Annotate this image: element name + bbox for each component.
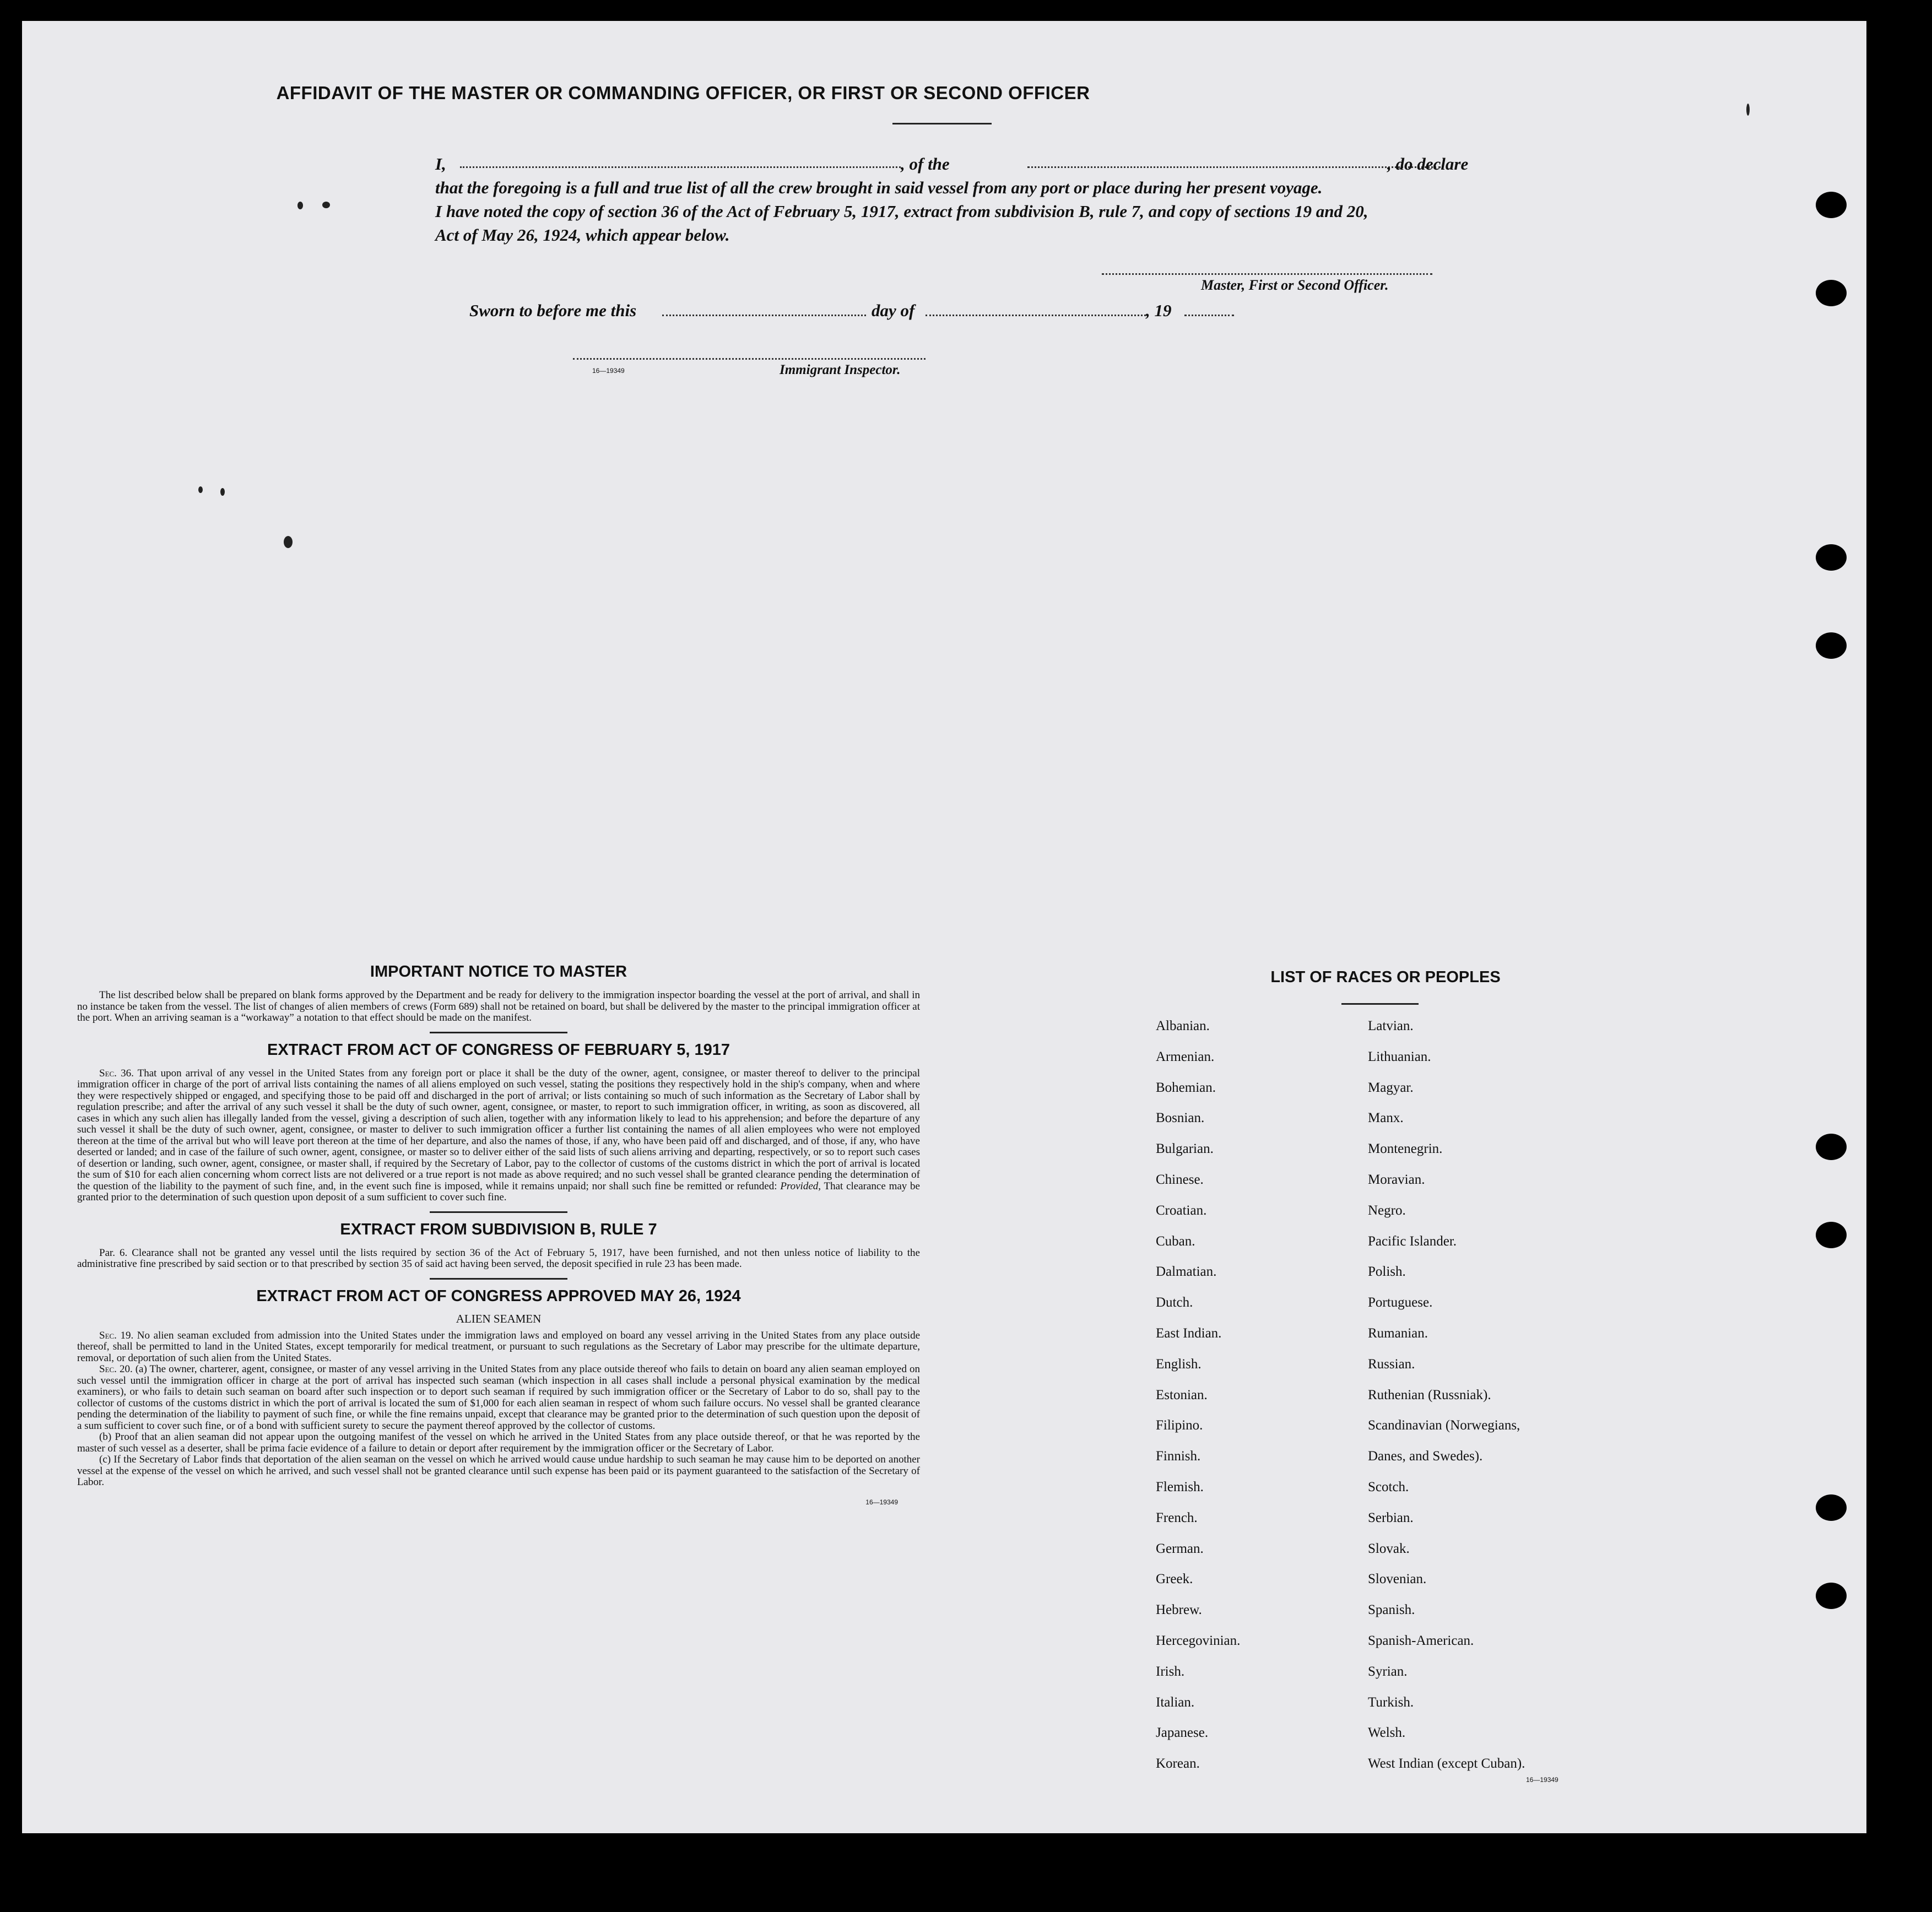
race-item: Irish. xyxy=(1156,1664,1185,1679)
race-item: Estonian. xyxy=(1156,1387,1208,1402)
race-item: Welsh. xyxy=(1368,1725,1406,1741)
declare-i: I, xyxy=(435,154,446,174)
legal-notices xyxy=(77,963,920,1506)
race-item: Moravian. xyxy=(1368,1172,1425,1187)
notice-title: IMPORTANT NOTICE TO MASTER xyxy=(370,963,627,981)
race-item: Armenian. xyxy=(1156,1049,1215,1064)
affidavit-line-4: Act of May 26, 1924, which appear below. xyxy=(435,225,730,245)
extract-rule7-text: Par. 6. Clearance shall not be granted any vessel until the lists required by section 36 of the Act of February 5, 1917, have been furnished, and not then unless notice of liability to the administrative fine prescribed by said section or to that prescribed by section 35 of said act having been served, the deposit specified in rule 23 has been made. xyxy=(77,1247,920,1270)
race-item: English. xyxy=(1156,1356,1202,1372)
speck xyxy=(1746,104,1750,116)
race-item: Rumanian. xyxy=(1368,1325,1428,1341)
divider xyxy=(430,1278,567,1280)
race-item: Chinese. xyxy=(1156,1172,1204,1187)
race-item: Albanian. xyxy=(1156,1019,1210,1033)
race-item: Hebrew. xyxy=(1156,1602,1202,1618)
extract-1924-title: EXTRACT FROM ACT OF CONGRESS APPROVED MAY 26, 1924 xyxy=(256,1287,741,1305)
affidavit-title: AFFIDAVIT OF THE MASTER OR COMMANDING OFFICER, OR FIRST OR SECOND OFFICER xyxy=(276,83,1090,103)
punch-hole xyxy=(1816,1222,1847,1248)
race-item: Korean. xyxy=(1156,1756,1200,1772)
race-item: Russian. xyxy=(1368,1356,1415,1372)
extract-1917-title: EXTRACT FROM ACT OF CONGRESS OF FEBRUARY 5, 1917 xyxy=(267,1041,730,1059)
speck xyxy=(297,202,303,209)
race-item: Manx. xyxy=(1368,1111,1404,1126)
title-underline xyxy=(892,123,992,124)
race-item: Croatian. xyxy=(1156,1203,1207,1218)
divider xyxy=(430,1211,567,1213)
affidavit-line-2: that the foregoing is a full and true list of all the crew brought in said vessel from any port or place during her present voyage. xyxy=(435,178,1323,197)
inspector-signature-field[interactable] xyxy=(573,358,926,360)
race-item: Greek. xyxy=(1156,1572,1193,1587)
sworn-day-field[interactable] xyxy=(662,315,866,316)
inspector-label: Immigrant Inspector. xyxy=(780,362,901,377)
race-item: West Indian (except Cuban). xyxy=(1368,1756,1525,1772)
races-title-underline xyxy=(1341,1003,1419,1005)
document-page xyxy=(22,21,1866,1833)
sworn-prefix: Sworn to before me this xyxy=(469,301,637,320)
race-item: Dutch. xyxy=(1156,1295,1193,1310)
race-item: Negro. xyxy=(1368,1203,1406,1218)
race-item: Ruthenian (Russniak). xyxy=(1368,1387,1491,1402)
race-item: Italian. xyxy=(1156,1694,1195,1710)
affidavit-line-3: I have noted the copy of section 36 of the Act of February 5, 1917, extract from subdivision B, rule 7, and copy of sections 19 and 20, xyxy=(435,202,1368,221)
extract-1924-text: Sec. 19. No alien seaman excluded from admission into the United States under the immigration laws and employed on board any vessel arriving in the United States from any place outside thereof, shall be permitted to land in the United States, except temporarily for medical treatment, or pursuant to such regulations as the Secretary of Labor may prescribe for the ultimate departure, removal, or deportation of such alien from the United States. Sec. 20. (a) The owner, charterer, agent, consignee, or master of any vessel arriving in the United States from any place outside thereof who fails to detain on board any alien seaman employed on such vessel until the immigration officer in charge at the port of arrival has inspected such seaman (which inspection in all cases shall include a personal physical examination by the medical examiners), or who fails to detain such seaman on board after such inspection or to deport such seaman if required by such immigration officer or the Secretary of Labor to do so, shall pay to the collector of customs of the customs district in which the port of arrival is located the sum of $1,000 for each alien seaman in respect of whom such failure occurs. No vessel shall be granted clearance pending the determination of the liability to payment of such fine, or while the fine remains unpaid, except that clearance may be granted prior to the determination of such question upon the deposit of a sum sufficient to cover such fine, or of a bond with sufficient surety to secure the payment thereof approved by the collector of customs. (b) Proof that an alien seaman did not appear upon the outgoing manifest of the vessel on which he arrived in the United States from any place outside thereof, or that he was reported by the master of such vessel as a deserter, shall be prima facie evidence of a failure to detain or deport after requirement by the immigration officer or the Secretary of Labor. (c) If the Secretary of Labor finds that deportation of the alien seaman on the vessel on which he arrived would cause undue hardship to such seaman he may cause him to be deported on another vessel at the expense of the vessel on which he arrived, and such vessel shall not be granted clearance until such expense has been paid or its payment guaranteed to the satisfaction of the Secretary of Labor. xyxy=(77,1329,920,1488)
punch-hole xyxy=(1816,280,1847,306)
extract-1917-text: Sec. 36. That upon arrival of any vessel in the United States from any foreign port or place it shall be the duty of the owner, agent, consignee, or master thereof to deliver to the principal immigration officer in charge of the port of arrival lists containing the names of all aliens employed on such vessel, stating the positions they respectively hold in the ship's company, when and where they were respectively shipped or engaged, and specifying those to be paid off and discharged in the port of arrival; or lists containing so much of such information as the Secretary of Labor shall by regulation prescribe; and after the arrival of any such vessel it shall be the duty of such owner, agent, consignee, or master, to report to such immigration officer, in writing, as soon as discovered, all cases in which any such alien has illegally landed from the vessel, giving a description of such alien, together with any information likely to lead to his apprehension; and before the departure of any such vessel it shall be the duty of such owner, agent, consignee, or master to deliver to such immigration officer a further list containing the names of all alien employees who were not employed thereon at the time of the arrival but who will leave port thereon at the time of her departure, and also the names of those, if any, who have been paid off and discharged, and of those, if any, who have deserted or landed; and in case of the failure of such owner, agent, consignee, or master so to deliver either of the said lists of such aliens arriving and departing, respectively, or so to report such cases of desertion or landing, such owner, agent, consignee, or master shall, if required by the Secretary of Labor, pay to the collector of customs of the customs district in which the port of arrival is located the sum of $10 for each alien concerning whom correct lists are not delivered or a true report is not made as above required; and no such vessel shall be granted clearance pending the determination of the question of the liability to the payment of such fine, and, in the event such fine is imposed, while it remains unpaid; nor shall such fine be remitted or refunded: Provided, That clearance may be granted prior to the determination of such question upon deposit of a sum sufficient to cover such fine. xyxy=(77,1067,920,1203)
race-item: Scandinavian (Norwegians, xyxy=(1368,1418,1520,1433)
affidavit-body xyxy=(435,152,1509,247)
sworn-month-field[interactable] xyxy=(926,315,1146,316)
divider xyxy=(430,1032,567,1033)
race-item: Pacific Islander. xyxy=(1368,1233,1457,1249)
race-item: Scotch. xyxy=(1368,1479,1409,1494)
race-item: Finnish. xyxy=(1156,1449,1201,1464)
punch-hole xyxy=(1816,632,1847,659)
declare-of: , of the xyxy=(901,154,950,174)
affidavit-form-number: 16—19349 xyxy=(592,367,625,375)
races-title: LIST OF RACES OR PEOPLES xyxy=(1270,968,1501,986)
race-item: Spanish-American. xyxy=(1368,1633,1474,1648)
master-signature-label: Master, First or Second Officer. xyxy=(1201,277,1389,293)
race-item: Spanish. xyxy=(1368,1602,1415,1618)
race-item: East Indian. xyxy=(1156,1325,1222,1341)
race-item: French. xyxy=(1156,1510,1198,1525)
race-item: Turkish. xyxy=(1368,1694,1414,1710)
race-item: Serbian. xyxy=(1368,1510,1414,1525)
punch-hole xyxy=(1816,1494,1847,1521)
speck xyxy=(220,488,225,496)
vessel-position-field[interactable] xyxy=(1027,166,1441,168)
race-item: Lithuanian. xyxy=(1368,1049,1431,1064)
sworn-day-label: day of xyxy=(872,301,915,320)
speck xyxy=(322,202,330,208)
declare-end: , do declare xyxy=(1387,154,1469,174)
race-item: Japanese. xyxy=(1156,1725,1209,1741)
race-item: Flemish. xyxy=(1156,1479,1204,1494)
race-item: Polish. xyxy=(1368,1264,1406,1280)
races-form-number: 16—19349 xyxy=(1526,1776,1558,1784)
races-right-column xyxy=(1368,1018,1525,1786)
extract-form-number: 16—19349 xyxy=(865,1498,898,1506)
races-left-column xyxy=(1156,1018,1240,1786)
race-item: Slovenian. xyxy=(1368,1572,1427,1587)
sworn-year-field[interactable] xyxy=(1184,315,1234,316)
speck xyxy=(284,536,293,548)
punch-hole xyxy=(1816,544,1847,571)
race-item: Bulgarian. xyxy=(1156,1141,1214,1157)
race-item: Slovak. xyxy=(1368,1541,1410,1556)
race-item: Bohemian. xyxy=(1156,1080,1216,1095)
declarant-name-field[interactable] xyxy=(460,166,901,168)
punch-hole xyxy=(1816,1583,1847,1609)
master-signature-field[interactable] xyxy=(1102,273,1432,275)
extract-rule7-title: EXTRACT FROM SUBDIVISION B, RULE 7 xyxy=(340,1220,657,1238)
race-item: Portuguese. xyxy=(1368,1295,1433,1310)
punch-hole xyxy=(1816,192,1847,218)
race-item: Dalmatian. xyxy=(1156,1264,1217,1280)
notice-text: The list described below shall be prepared on blank forms approved by the Department and be ready for delivery to the immigration inspector boarding the vessel at the port of arrival, and shall in no instance be taken from the vessel. The list of changes of alien members of crews (Form 689) shall not be retained on board, but shall be delivered by the master to the principal immigration officer at the port. When an arriving seaman is a “workaway” a notation to that effect should be made on the manifest. xyxy=(77,989,920,1023)
race-item: Hercegovinian. xyxy=(1156,1633,1241,1648)
race-item: Filipino. xyxy=(1156,1418,1203,1433)
punch-hole xyxy=(1816,1134,1847,1160)
speck xyxy=(198,486,203,493)
race-item: Cuban. xyxy=(1156,1233,1195,1249)
alien-seamen-subtitle: ALIEN SEAMEN xyxy=(456,1312,542,1325)
race-item: Bosnian. xyxy=(1156,1111,1205,1126)
sworn-year-label: , 19 xyxy=(1146,301,1172,320)
race-item: Montenegrin. xyxy=(1368,1141,1443,1157)
race-item: German. xyxy=(1156,1541,1204,1556)
race-item: Magyar. xyxy=(1368,1080,1414,1095)
race-item: Danes, and Swedes). xyxy=(1368,1449,1483,1464)
race-item: Syrian. xyxy=(1368,1664,1408,1679)
race-item: Latvian. xyxy=(1368,1019,1414,1033)
